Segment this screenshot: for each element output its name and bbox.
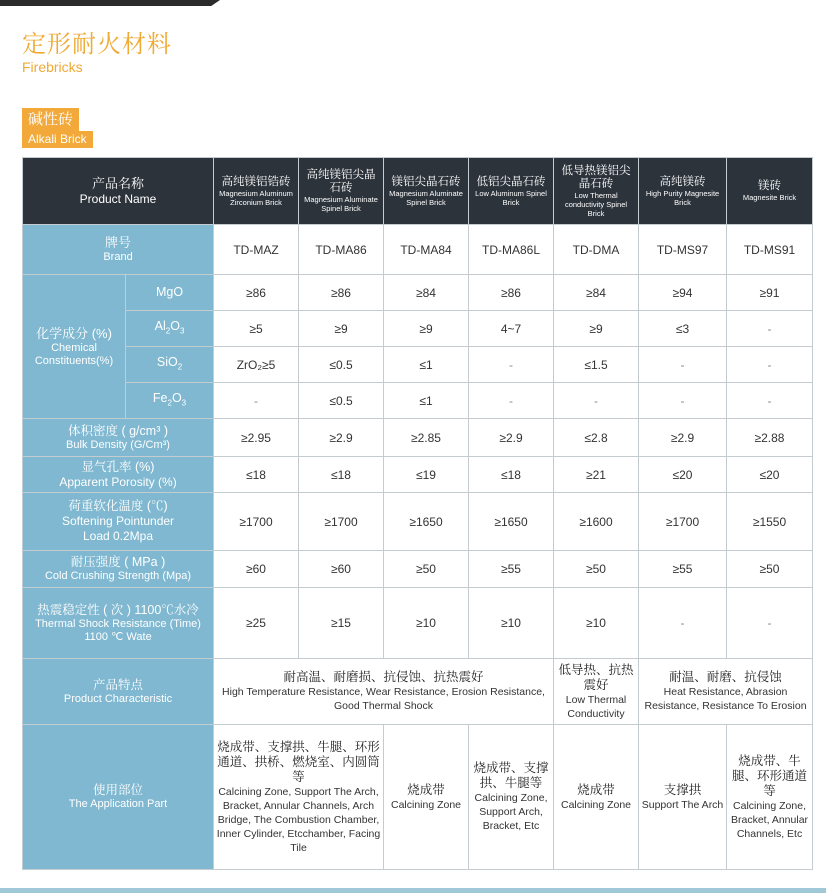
porosity-row bbox=[23, 457, 813, 493]
fe2o3-cell: ≤0.5 bbox=[299, 383, 384, 419]
bulk-density-cell: ≥2.9 bbox=[469, 419, 554, 457]
bulk-density-row bbox=[23, 419, 813, 457]
bottom-accent-bar bbox=[0, 888, 826, 893]
brand-cell: TD-DMA bbox=[554, 225, 639, 275]
crushing-row bbox=[23, 551, 813, 588]
porosity-cell: ≥21 bbox=[554, 457, 639, 493]
brand-label: 牌号 Brand bbox=[23, 225, 214, 275]
thermal-shock-cell: ≥25 bbox=[214, 588, 299, 659]
mgo-label: MgO bbox=[126, 275, 214, 311]
thermal-shock-cell: ≥10 bbox=[554, 588, 639, 659]
sio2-label: SiO$_2$ bbox=[126, 347, 214, 383]
bulk-density-cell: ≥2.95 bbox=[214, 419, 299, 457]
product-header: 镁砖 Magnesite Brick bbox=[727, 158, 813, 225]
thermal-shock-label: 热震稳定性 ( 次 ) 1100℃水冷 Thermal Shock Resistance (Time) 1100 ℃ Wate bbox=[23, 588, 214, 659]
brand-cell: TD-MS97 bbox=[639, 225, 727, 275]
spec-table bbox=[22, 157, 813, 870]
page-title: 定形耐火材料 bbox=[22, 30, 172, 58]
chemical-label: 化学成分 (%) Chemical Constituents(%) bbox=[23, 275, 126, 419]
sio2-row bbox=[23, 347, 813, 383]
porosity-cell: ≤20 bbox=[727, 457, 813, 493]
sio2-cell: ≤0.5 bbox=[299, 347, 384, 383]
al2o3-cell: ≥9 bbox=[299, 311, 384, 347]
softening-label: 荷重软化温度 (℃) Softening Pointunder Load 0.2Mpa bbox=[23, 493, 214, 551]
product-header: 低导热镁铝尖晶石砖 Low Thermal conductivity Spinel Brick bbox=[554, 158, 639, 225]
crushing-cell: ≥60 bbox=[299, 551, 384, 588]
al2o3-cell: ≤3 bbox=[639, 311, 727, 347]
brand-cell: TD-MS91 bbox=[727, 225, 813, 275]
softening-cell: ≥1550 bbox=[727, 493, 813, 551]
application-cell: 支撑拱 Support The Arch bbox=[639, 725, 727, 870]
softening-cell: ≥1700 bbox=[639, 493, 727, 551]
fe2o3-cell: ≤1 bbox=[384, 383, 469, 419]
thermal-shock-cell: ≥10 bbox=[384, 588, 469, 659]
thermal-shock-cell: - bbox=[639, 588, 727, 659]
softening-cell: ≥1600 bbox=[554, 493, 639, 551]
crushing-cell: ≥50 bbox=[384, 551, 469, 588]
softening-cell: ≥1650 bbox=[469, 493, 554, 551]
fe2o3-label: $Fe_2O_3$ bbox=[126, 383, 214, 419]
softening-row bbox=[23, 493, 813, 551]
brand-cell: TD-MAZ bbox=[214, 225, 299, 275]
mgo-cell: ≥86 bbox=[469, 275, 554, 311]
porosity-label: 显气孔率 (%) Apparent Porosity (%) bbox=[23, 457, 214, 493]
sio2-cell: ≤1 bbox=[384, 347, 469, 383]
thermal-shock-cell: ≥10 bbox=[469, 588, 554, 659]
fe2o3-cell: - bbox=[639, 383, 727, 419]
thermal-shock-cell: ≥15 bbox=[299, 588, 384, 659]
application-cell: 烧成带、牛腿、环形通道等 Calcining Zone, Bracket, Annular Channels, Etc bbox=[727, 725, 813, 870]
fe2o3-row bbox=[23, 383, 813, 419]
al2o3-row bbox=[23, 311, 813, 347]
application-row bbox=[23, 725, 813, 870]
characteristic-row bbox=[23, 659, 813, 725]
sio2-cell: - bbox=[469, 347, 554, 383]
bulk-density-cell: ≤2.8 bbox=[554, 419, 639, 457]
mgo-cell: ≥94 bbox=[639, 275, 727, 311]
porosity-cell: ≤18 bbox=[469, 457, 554, 493]
porosity-cell: ≤18 bbox=[299, 457, 384, 493]
bulk-density-cell: ≥2.9 bbox=[639, 419, 727, 457]
mgo-cell: ≥91 bbox=[727, 275, 813, 311]
sio2-cell: - bbox=[639, 347, 727, 383]
product-header: 高纯镁铝锆砖 Magnesium Aluminum Zirconium Brick bbox=[214, 158, 299, 225]
crushing-label: 耐压强度 ( MPa ) Cold Crushing Strength (Mpa) bbox=[23, 551, 214, 588]
section-title: 碱性砖 bbox=[22, 108, 79, 131]
mgo-cell: ≥84 bbox=[554, 275, 639, 311]
softening-cell: ≥1700 bbox=[214, 493, 299, 551]
crushing-cell: ≥60 bbox=[214, 551, 299, 588]
softening-cell: ≥1700 bbox=[299, 493, 384, 551]
al2o3-cell: ≥9 bbox=[554, 311, 639, 347]
bulk-density-label: 体积密度 ( g/cm³ ) Bulk Density (G/Cm³) bbox=[23, 419, 214, 457]
product-header: 镁铝尖晶石砖 Magnesium Aluminate Spinel Brick bbox=[384, 158, 469, 225]
thermal-shock-row bbox=[23, 588, 813, 659]
porosity-cell: ≤18 bbox=[214, 457, 299, 493]
mgo-row bbox=[23, 275, 813, 311]
product-header: 高纯镁砖 High Purity Magnesite Brick bbox=[639, 158, 727, 225]
al2o3-label: $Al_2O_3$ bbox=[126, 311, 214, 347]
bulk-density-cell: ≥2.85 bbox=[384, 419, 469, 457]
al2o3-cell: ≥5 bbox=[214, 311, 299, 347]
al2o3-cell: ≥9 bbox=[384, 311, 469, 347]
bulk-density-cell: ≥2.88 bbox=[727, 419, 813, 457]
fe2o3-cell: - bbox=[469, 383, 554, 419]
brand-cell: TD-MA84 bbox=[384, 225, 469, 275]
sio2-cell: - bbox=[727, 347, 813, 383]
mgo-cell: ≥86 bbox=[214, 275, 299, 311]
characteristic-cell: 耐温、耐磨、抗侵蚀 Heat Resistance, Abrasion Resistance, Resistance To Erosion bbox=[639, 659, 813, 725]
page-subtitle: Firebricks bbox=[22, 59, 83, 75]
brand-row bbox=[23, 225, 813, 275]
porosity-cell: ≤19 bbox=[384, 457, 469, 493]
porosity-cell: ≤20 bbox=[639, 457, 727, 493]
crushing-cell: ≥55 bbox=[469, 551, 554, 588]
brand-cell: TD-MA86L bbox=[469, 225, 554, 275]
mgo-cell: ≥84 bbox=[384, 275, 469, 311]
product-name-header: 产品名称 Product Name bbox=[23, 158, 214, 225]
characteristic-cell: 低导热、抗热震好 Low Thermal Conductivity bbox=[554, 659, 639, 725]
crushing-cell: ≥50 bbox=[554, 551, 639, 588]
thermal-shock-cell: - bbox=[727, 588, 813, 659]
sio2-cell: ZrO₂≥5 bbox=[214, 347, 299, 383]
top-accent-bar bbox=[0, 0, 220, 6]
application-cell: 烧成带 Calcining Zone bbox=[554, 725, 639, 870]
crushing-cell: ≥55 bbox=[639, 551, 727, 588]
mgo-cell: ≥86 bbox=[299, 275, 384, 311]
product-header: 高纯镁铝尖晶石砖 Magnesium Aluminate Spinel Brick bbox=[299, 158, 384, 225]
characteristic-cell: 耐高温、耐磨损、抗侵蚀、抗热震好 High Temperature Resistance, Wear Resistance, Erosion Resistance, Good Thermal Shock bbox=[214, 659, 554, 725]
bulk-density-cell: ≥2.9 bbox=[299, 419, 384, 457]
header-row bbox=[23, 158, 813, 225]
application-cell: 烧成带、支撑拱、牛腿等 Calcining Zone, Support Arch, Bracket, Etc bbox=[469, 725, 554, 870]
crushing-cell: ≥50 bbox=[727, 551, 813, 588]
application-label: 使用部位 The Application Part bbox=[23, 725, 214, 870]
characteristic-label: 产品特点 Product Characteristic bbox=[23, 659, 214, 725]
sio2-cell: ≤1.5 bbox=[554, 347, 639, 383]
softening-cell: ≥1650 bbox=[384, 493, 469, 551]
fe2o3-cell: - bbox=[727, 383, 813, 419]
brand-cell: TD-MA86 bbox=[299, 225, 384, 275]
al2o3-cell: 4~7 bbox=[469, 311, 554, 347]
al2o3-cell: - bbox=[727, 311, 813, 347]
fe2o3-cell: - bbox=[554, 383, 639, 419]
fe2o3-cell: - bbox=[214, 383, 299, 419]
application-cell: 烧成带、支撑拱、牛腿、环形通道、拱桥、燃烧室、内圆筒等 Calcining Zone, Support The Arch, Bracket, Annular Channels, Arch Bridge, The Combustion Chamber, Inner Cylinder, Etcchamber, Facing Tile bbox=[214, 725, 384, 870]
product-header: 低铝尖晶石砖 Low Aluminum Spinel Brick bbox=[469, 158, 554, 225]
application-cell: 烧成带 Calcining Zone bbox=[384, 725, 469, 870]
section-subtitle: Alkali Brick bbox=[22, 131, 93, 148]
